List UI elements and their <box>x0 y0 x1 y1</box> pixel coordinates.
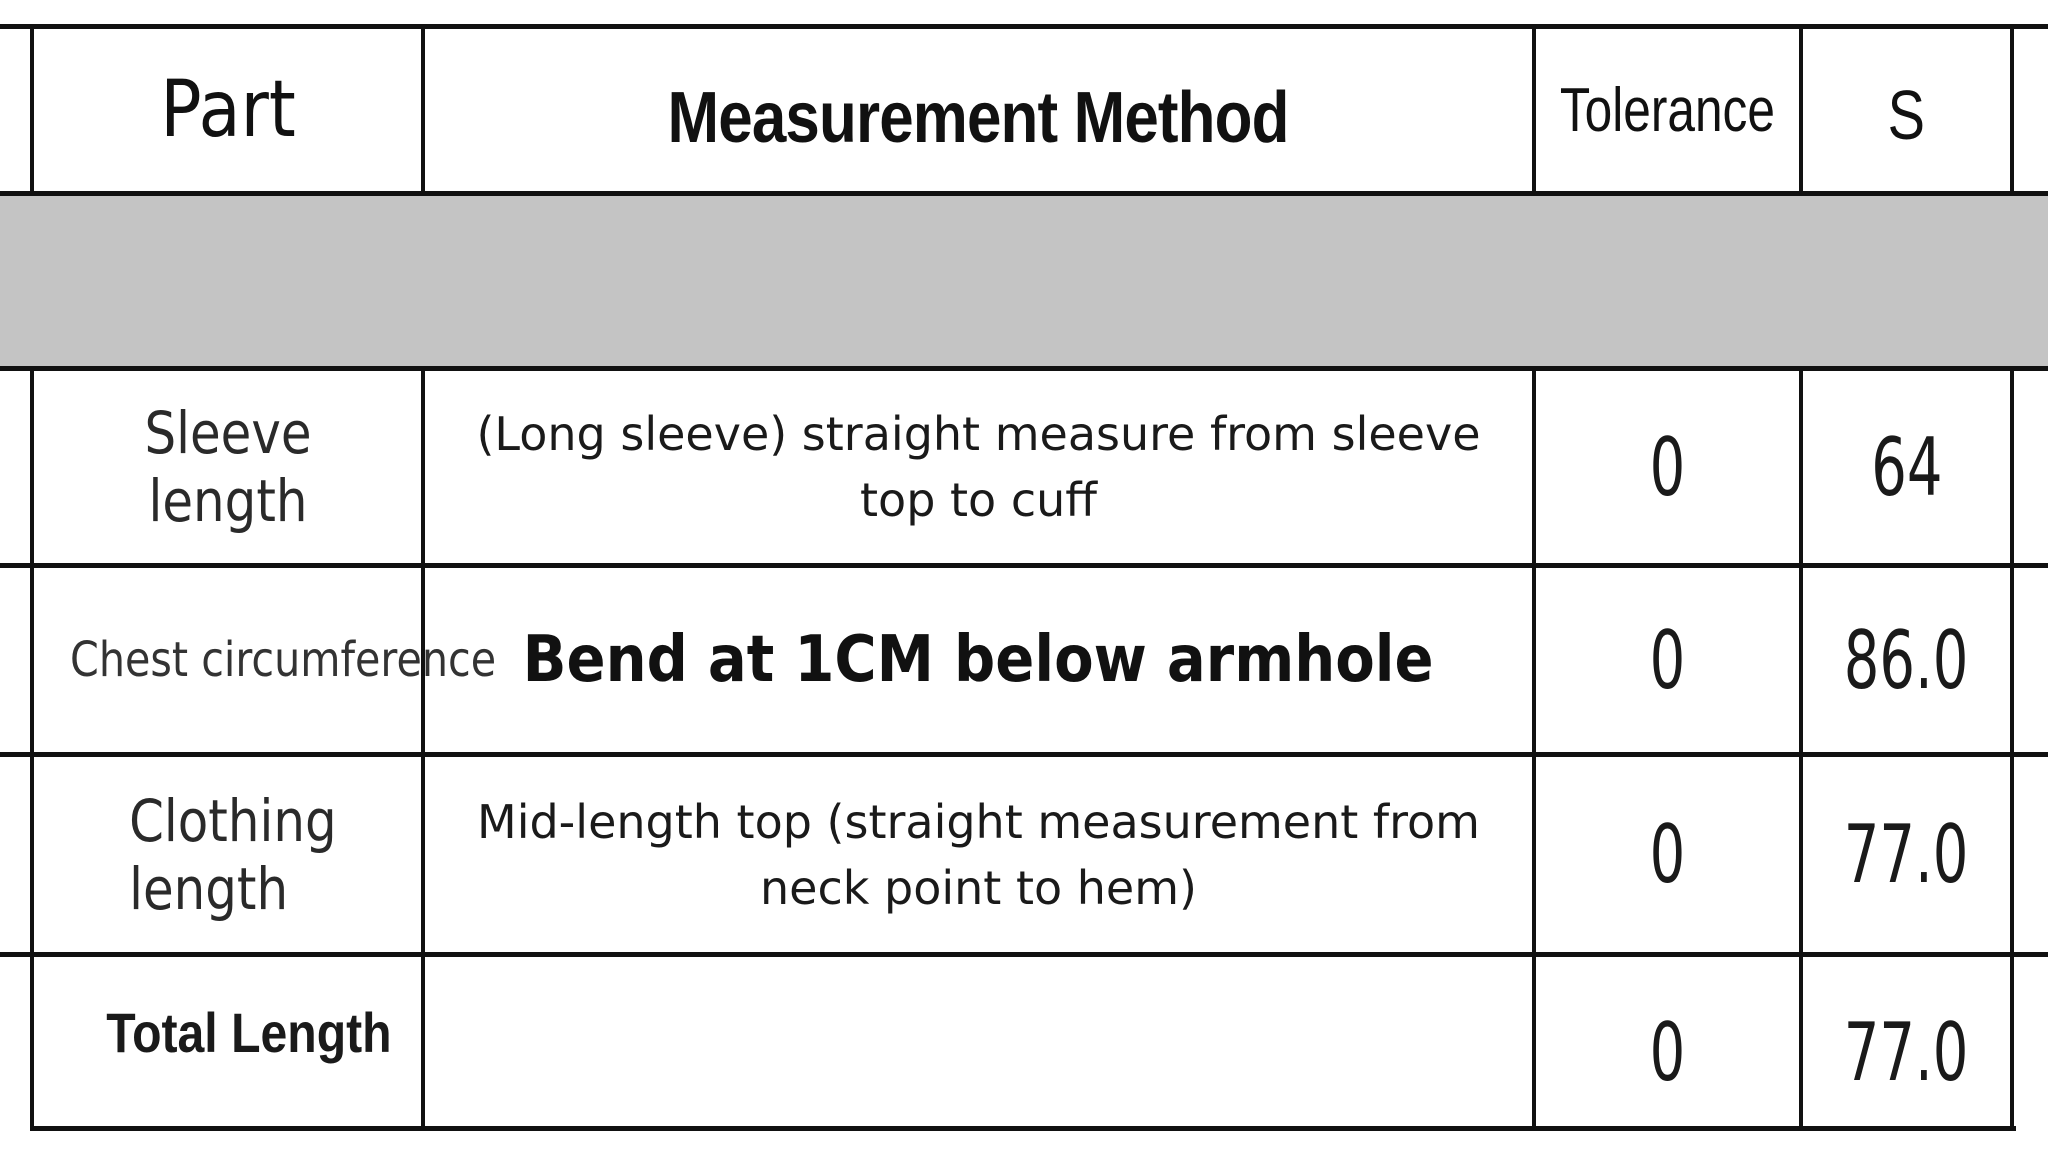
row-value: 77.0 <box>1844 808 1969 901</box>
row-value: 86.0 <box>1844 613 1969 707</box>
row-tolerance: 0 <box>1649 808 1686 901</box>
row-part: Clothing length <box>128 786 337 923</box>
header-part: Part <box>159 65 296 155</box>
header-method-cell <box>425 29 1532 207</box>
table-row-part-cell <box>70 568 497 752</box>
row-value: 77.0 <box>1844 1005 1969 1099</box>
row-tolerance: 0 <box>1649 1005 1686 1099</box>
table-row-part-cell <box>34 957 464 1107</box>
table-row-part-cell <box>34 757 421 952</box>
header-size: S <box>1887 76 1926 154</box>
table-row-tolerance-cell <box>1536 568 1799 752</box>
row-part: Chest circumference <box>70 632 497 688</box>
row-value: 64 <box>1870 420 1943 514</box>
header-part-cell <box>34 29 421 191</box>
table-row-method-cell <box>425 757 1532 952</box>
header-method: Measurement Method <box>667 78 1289 158</box>
row-tolerance: 0 <box>1649 613 1686 707</box>
column-rule <box>2010 24 2014 196</box>
row-tolerance: 0 <box>1649 420 1686 514</box>
table-row-part-cell <box>34 371 421 563</box>
table-row-method-cell <box>425 371 1532 563</box>
header-tolerance-cell <box>1536 29 1799 191</box>
table-row-value-cell <box>1803 371 2010 563</box>
header-size-cell <box>1803 29 2010 201</box>
row-part: Sleeve length <box>143 399 312 535</box>
table-row-value-cell <box>1803 568 2010 752</box>
column-rule <box>2010 366 2014 1131</box>
table-row-method-cell <box>425 957 1532 1126</box>
table-row-tolerance-cell <box>1536 371 1799 563</box>
table-row-value-cell <box>1803 957 2010 1147</box>
row-method: (Long sleeve) straight measure from sleeve top to cuff <box>476 407 1481 527</box>
table-row-tolerance-cell <box>1536 957 1799 1147</box>
row-method: Mid-length top (straight measurement from neck point to hem) <box>477 794 1480 915</box>
table-row-method-cell <box>425 568 1532 752</box>
table-row-value-cell <box>1803 757 2010 952</box>
header-separator-band <box>0 196 2048 366</box>
row-method: Bend at 1CM below armhole <box>523 623 1434 697</box>
table-row-tolerance-cell <box>1536 757 1799 952</box>
header-tolerance: Tolerance <box>1559 75 1776 145</box>
row-part: Total Length <box>106 1000 392 1064</box>
